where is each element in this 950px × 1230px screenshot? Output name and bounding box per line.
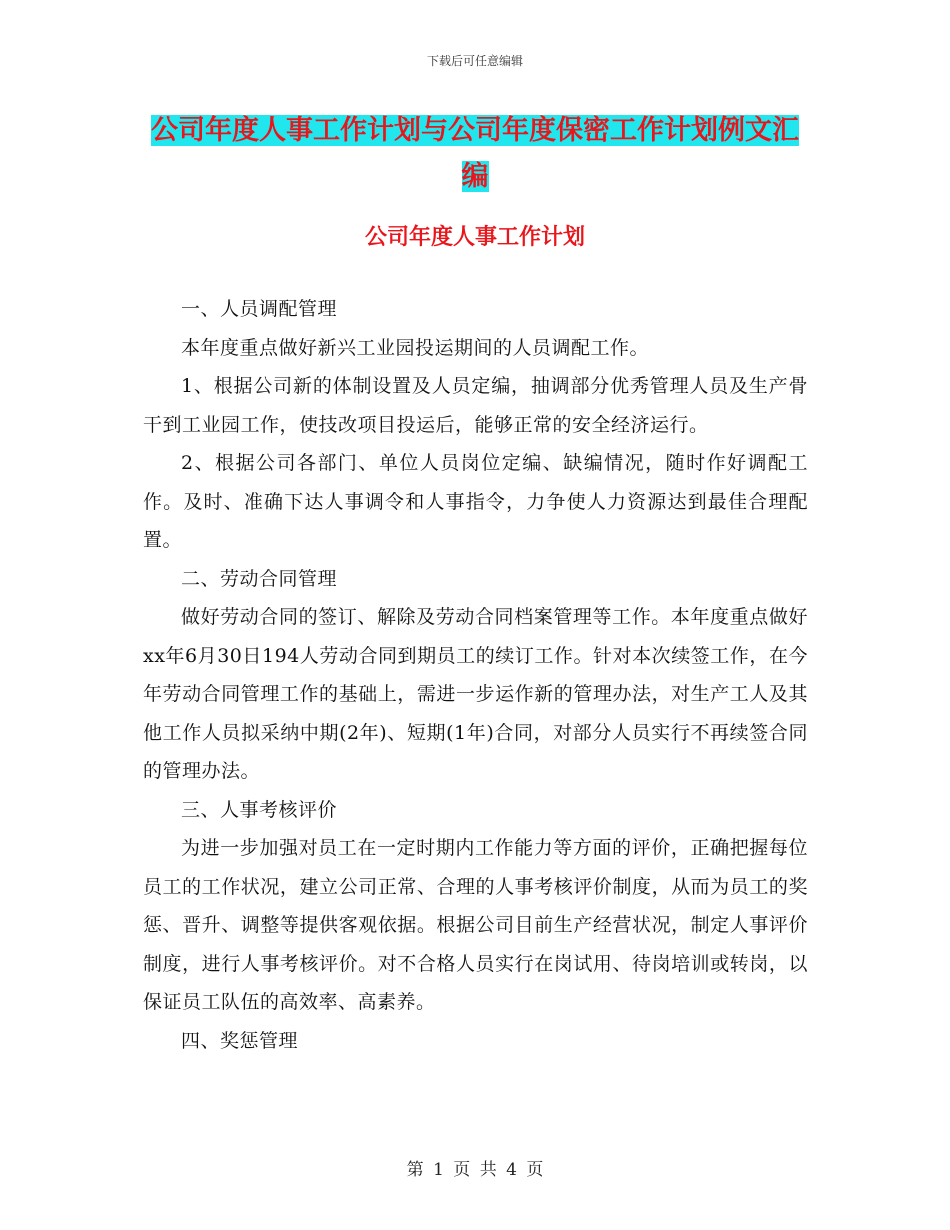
page-header-note: 下载后可任意编辑 — [426, 54, 523, 68]
paragraph: 本年度重点做好新兴工业园投运期间的人员调配工作。 — [181, 336, 650, 359]
heading-staff-allocation: 一、人员调配管理 — [181, 298, 338, 320]
paragraph: 1、根据公司新的体制设置及人员定编，抽调部分优秀管理人员及生产骨干到工业园工作，使技改项目投运后，能够正常的安全经济运行。 — [143, 375, 808, 436]
paragraph: 为进一步加强对员工在一定时期内工作能力等方面的评价，正确把握每位员工的工作状况，建立公司正常、合理的人事考核评价制度，从而为员工的奖惩、晋升、调整等提供客观依据。根据公司目前生产经营状况，制定人事评价制度，进行人事考核评价。对不合格人员实行在岗试用、待岗培训或转岗，以保证员工队伍的高效率、高素养。 — [143, 837, 808, 1013]
document-body — [143, 290, 808, 1060]
section-title: 公司年度人事工作计划 — [364, 225, 585, 250]
page-footer-number: 第 1 页 共 4 页 — [406, 1160, 544, 1180]
heading-rewards-penalties: 四、奖惩管理 — [181, 1029, 299, 1052]
paragraph: 2、根据公司各部门、单位人员岗位定编、缺编情况，随时作好调配工作。及时、准确下达人事调令和人事指令，力争使人力资源达到最佳合理配置。 — [143, 452, 808, 551]
heading-personnel-evaluation: 三、人事考核评价 — [181, 798, 338, 821]
paragraph: 做好劳动合同的签订、解除及劳动合同档案管理等工作。本年度重点做好xx年6月30日194人劳动合同到期员工的续订工作。针对本次续签工作，在今年劳动合同管理工作的基础上，需进一步运作新的管理办法，对生产工人及其他工作人员拟采纳中期(2年)、短期(1年)合同，对部分人员实行不再续签合同的管理办法。 — [143, 606, 808, 782]
heading-labor-contract: 二、劳动合同管理 — [181, 567, 338, 590]
document-title-text: 公司年度人事工作计划与公司年度保密工作计划例文汇编 — [151, 115, 799, 192]
document-title — [140, 108, 810, 200]
